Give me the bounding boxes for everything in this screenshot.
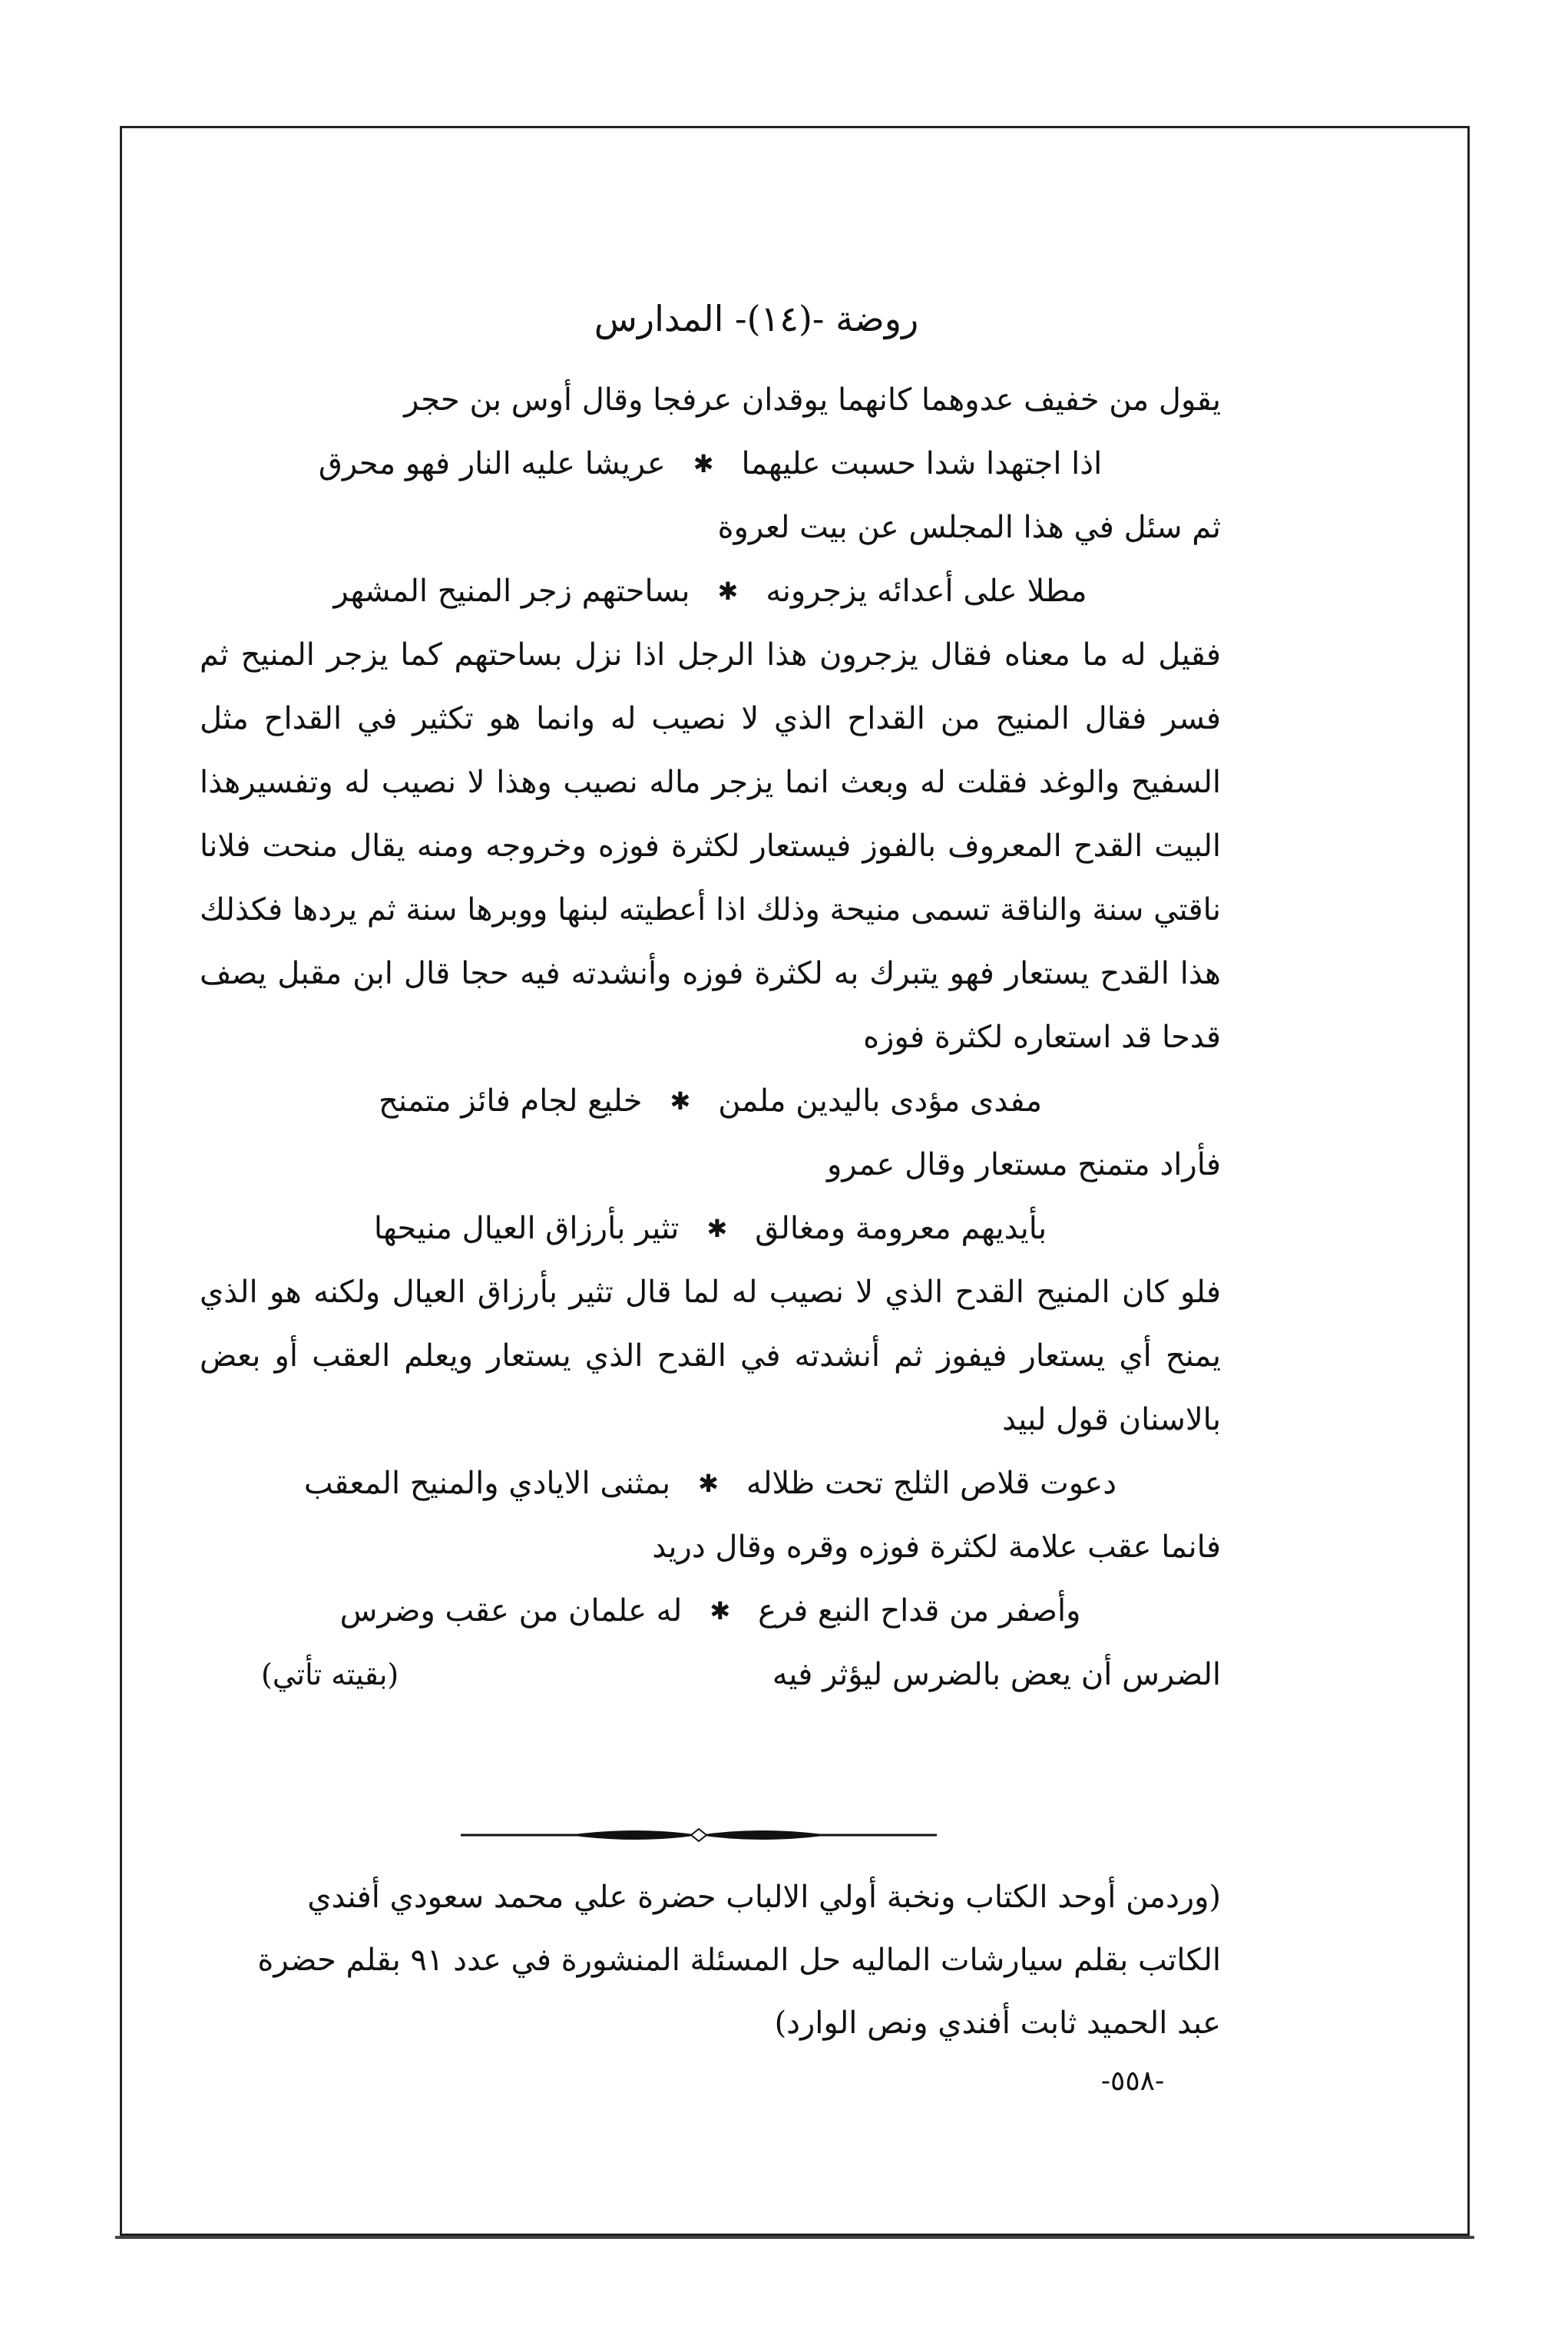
verse-first-hemistich: اذا اجتهدا شدا حسبت عليهما [741, 446, 1103, 481]
verse-second-hemistich: عريشا عليه النار فهو محرق [318, 446, 666, 481]
verse-separator-star-icon: ✱ [670, 1086, 691, 1116]
verse-second-hemistich: بمثنى الايادي والمنيح المعقب [303, 1466, 671, 1501]
text-line-with-marker [200, 1643, 1221, 1707]
text-line: فانما عقب علامة لكثرة فوزه وقره وقال دريد [652, 1529, 1221, 1565]
continued-marker: (بقيته تأتي) [261, 1658, 399, 1691]
verse-line [200, 1197, 1221, 1261]
text-line: فأراد متمنح مستعار وقال عمرو [827, 1147, 1221, 1182]
editorial-note [200, 1866, 1221, 2055]
verse-second-hemistich: تثير بأرزاق العيال منيحها [373, 1211, 680, 1246]
verse-separator-star-icon: ✱ [693, 449, 714, 478]
page-number: -٥٥٨- [1100, 2065, 1165, 2097]
text-line: الضرس أن يعض بالضرس ليؤثر فيه [772, 1657, 1221, 1692]
ornamental-divider [461, 1820, 937, 1850]
verse-line [200, 560, 1221, 623]
verse-separator-star-icon: ✱ [706, 1214, 728, 1243]
verse-second-hemistich: خليع لجام فائز متمنح [379, 1083, 643, 1119]
verse-separator-star-icon: ✱ [717, 577, 739, 606]
verse-first-hemistich: دعوت قلاص الثلج تحت ظلاله [746, 1466, 1117, 1501]
verse-line [200, 432, 1221, 496]
note-line: (وردمن أوحد الكتاب ونخبة أولي الالباب حضرة علي محمد سعودي أفندي [307, 1880, 1221, 1915]
text-line: ثم سئل في هذا المجلس عن بيت لعروة [717, 510, 1221, 545]
verse-line [200, 1070, 1221, 1133]
verse-second-hemistich: له علمان من عقب وضرس [339, 1593, 683, 1629]
verse-first-hemistich: وأصفر من قداح النبع فرع [758, 1593, 1081, 1629]
verse-line [200, 1579, 1221, 1643]
text-line: يقول من خفيف عدوهما كانهما يوقدان عرفجا وقال أوس بن حجر [404, 382, 1221, 418]
verse-second-hemistich: بساحتهم زجر المنيح المشهر [333, 574, 690, 609]
verse-separator-star-icon: ✱ [698, 1469, 719, 1498]
verse-separator-star-icon: ✱ [710, 1596, 731, 1625]
page-heading: روضة -(١٤)- المدارس [594, 298, 919, 339]
verse-first-hemistich: مطلا على أعدائه يزجرونه [766, 574, 1087, 609]
page-content [200, 292, 1221, 1707]
note-line: الكاتب بقلم سيارشات الماليه حل المسئلة المنشورة في عدد ٩١ بقلم حضرة [257, 1943, 1221, 1978]
page-border-edge [115, 2236, 1474, 2239]
paragraph: فلو كان المنيح القدح الذي لا نصيب له لما قال تثير بأرزاق العيال ولكنه هو الذي يمنح أي يستعار فيفوز ثم أنشدته في القدح الذي يستعار ويعلم العقب أو بعض بالاسنان قول لبيد [200, 1275, 1221, 1437]
note-line: عبد الحميد ثابت أفندي ونص الوارد) [774, 2006, 1221, 2041]
verse-line [200, 1452, 1221, 1516]
verse-first-hemistich: بأيديهم معرومة ومغالق [755, 1211, 1047, 1246]
verse-first-hemistich: مفدى مؤدى باليدين ملمن [718, 1083, 1042, 1119]
paragraph: فقيل له ما معناه فقال يزجرون هذا الرجل اذا نزل بساحتهم كما يزجر المنيح ثم فسر فقال المنيح من القداح الذي لا نصيب له وانما هو تكثير في القداح مثل السفيح والوغد فقلت له وبعث انما يزجر ماله نصيب وهذا لا نصيب له وتفسيرهذا البيت القدح المعروف بالفوز فيستعار لكثرة فوزه وخروجه ومنه يقال منحت فلانا ناقتي سنة والناقة تسمى منيحة وذلك اذا أعطيته لبنها ووبرها سنة ثم يردها فكذلك هذا القدح يستعار فهو يتبرك به لكثرة فوزه وأنشدته فيه حجا قال ابن مقبل يصف قدحا قد استعاره لكثرة فوزه [200, 637, 1221, 1055]
